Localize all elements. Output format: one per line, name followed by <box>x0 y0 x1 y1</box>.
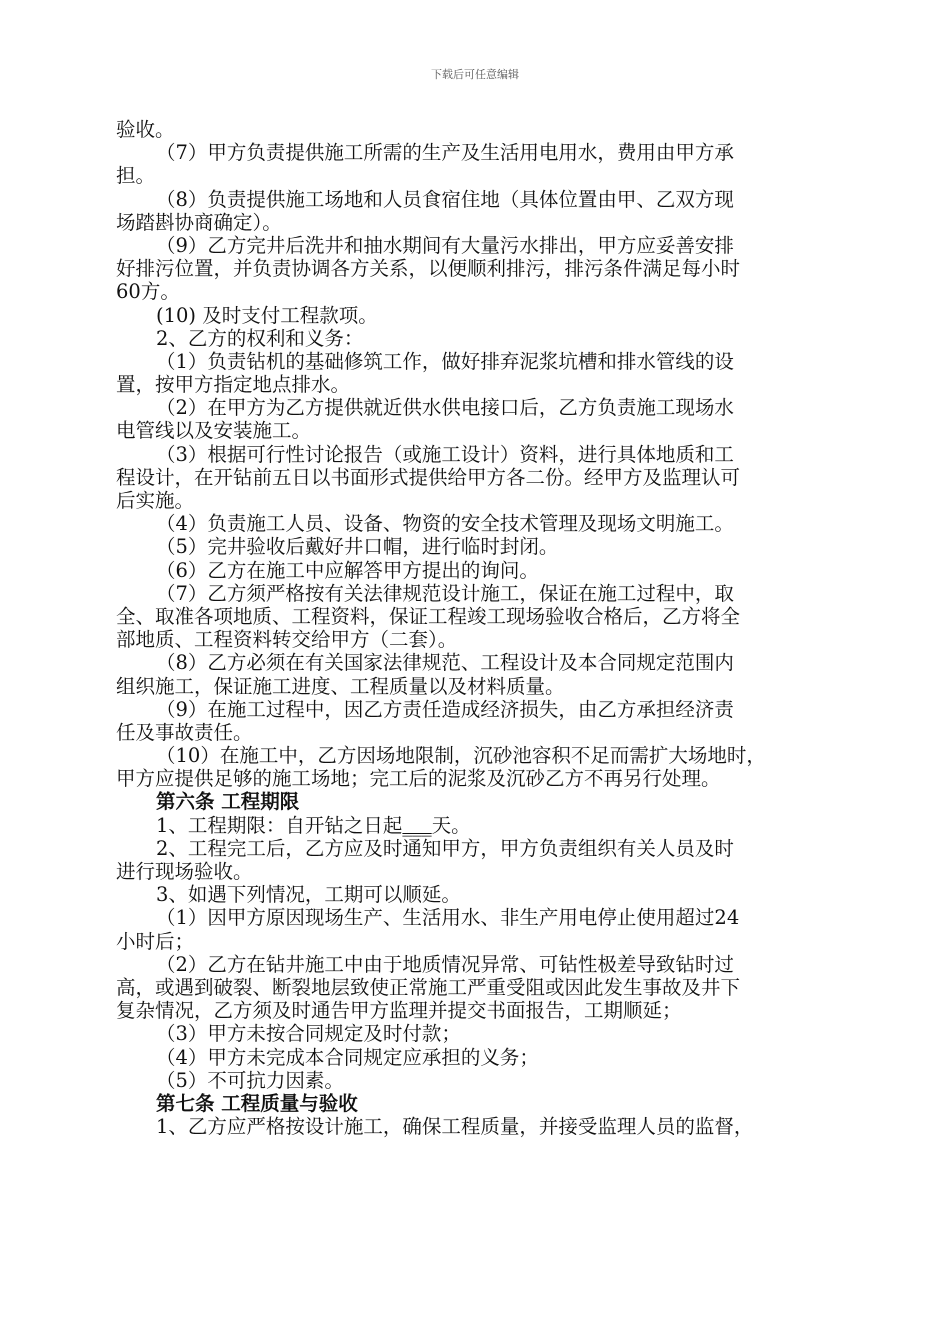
text-line <box>116 953 842 976</box>
text-line <box>116 906 842 929</box>
line-text: 全、取准各项地质、工程资料，保证工程竣工现场验收合格后，乙方将全 <box>116 604 741 628</box>
text-line <box>116 559 842 582</box>
line-text: （2）乙方在钻井施工中由于地质情况异常、可钻性极差导致钻时过 <box>156 952 734 976</box>
line-text: （4）甲方未完成本合同规定应承担的义务； <box>156 1045 539 1069</box>
line-text: 验收。 <box>116 118 175 141</box>
line-text: 程设计，在开钻前五日以书面形式提供给甲方各二份。经甲方及监理认可 <box>116 465 741 489</box>
line-text-after: 天。 <box>431 813 471 837</box>
text-line <box>116 373 842 396</box>
line-text: 任及事故责任。 <box>116 720 253 744</box>
text-line <box>116 489 842 512</box>
section-heading <box>116 1092 842 1115</box>
document-body <box>116 118 842 1138</box>
text-line <box>116 280 842 303</box>
text-line <box>116 419 842 442</box>
line-text: （3）根据可行性讨论报告（或施工设计）资料，进行具体地质和工 <box>156 442 734 466</box>
text-line <box>116 651 842 674</box>
line-text: 1、工程期限：自开钻之日起 <box>156 813 403 837</box>
text-line <box>116 976 842 999</box>
line-text: （7）乙方须严格按有关法律规范设计施工，保证在施工过程中，取 <box>156 581 734 605</box>
text-line <box>116 327 842 350</box>
line-text: 3、如遇下列情况，工期可以顺延。 <box>156 883 461 907</box>
line-text: 组织施工，保证施工进度、工程质量以及材料质量。 <box>116 674 565 698</box>
text-line <box>116 1022 842 1045</box>
text-line <box>116 304 842 327</box>
fill-in-blank: ___ <box>402 813 432 837</box>
text-line <box>116 257 842 280</box>
line-text: 第七条 工程质量与验收 <box>156 1091 358 1115</box>
line-text: （4）负责施工人员、设备、物资的安全技术管理及现场文明施工。 <box>156 512 734 536</box>
text-line <box>116 999 842 1022</box>
line-text: 1、乙方应严格按设计施工，确保工程质量，并接受监理人员的监督， <box>156 1115 754 1139</box>
text-line <box>116 164 842 187</box>
line-text: 好排污位置，并负责协调各方关系，以便顺利排污，排污条件满足每小时 <box>116 257 741 281</box>
text-line <box>116 883 842 906</box>
line-text: 高，或遇到破裂、断裂地层致使正常施工严重受阻或因此发生事故及井下 <box>116 975 741 999</box>
line-text: （7）甲方负责提供施工所需的生产及生活用电用水，费用由甲方承 <box>156 141 734 165</box>
text-line <box>116 1046 842 1069</box>
line-text: 2、工程完工后，乙方应及时通知甲方，甲方负责组织有关人员及时 <box>156 836 734 860</box>
text-line <box>116 512 842 535</box>
text-line <box>116 1115 842 1138</box>
line-text: （8）乙方必须在有关国家法律规范、工程设计及本合同规定范围内 <box>156 651 734 675</box>
line-text: （5）完井验收后戴好井口帽，进行临时封闭。 <box>156 535 559 559</box>
line-text: （3）甲方未按合同规定及时付款； <box>156 1022 461 1046</box>
line-text: (10) 及时支付工程款项。 <box>156 303 378 327</box>
text-line <box>116 605 842 628</box>
text-line <box>116 1069 842 1092</box>
text-line <box>116 396 842 419</box>
line-text: （1）因甲方原因现场生产、生活用水、非生产用电停止使用超过24 <box>156 906 740 930</box>
line-text: 第六条 工程期限 <box>156 790 300 814</box>
line-text: 电管线以及安装施工。 <box>116 419 312 443</box>
text-line <box>116 744 842 767</box>
line-text: 部地质、工程资料转交给甲方（二套）。 <box>116 628 458 652</box>
line-text: （2）在甲方为乙方提供就近供水供电接口后，乙方负责施工现场水 <box>156 396 734 420</box>
text-line <box>116 721 842 744</box>
text-line <box>116 443 842 466</box>
section-heading <box>116 790 842 813</box>
line-text: （6）乙方在施工中应解答甲方提出的询问。 <box>156 558 539 582</box>
text-line <box>116 814 842 837</box>
line-text: 复杂情况，乙方须及时通告甲方监理并提交书面报告，工期顺延； <box>116 999 682 1023</box>
text-line <box>116 535 842 558</box>
line-text: 甲方应提供足够的施工场地；完工后的泥浆及沉砂乙方不再另行处理。 <box>116 767 721 791</box>
text-line <box>116 466 842 489</box>
text-line <box>116 234 842 257</box>
line-text: （9）乙方完井后洗井和抽水期间有大量污水排出，甲方应妥善安排 <box>156 233 734 257</box>
line-text: （1）负责钻机的基础修筑工作，做好排弃泥浆坑槽和排水管线的设 <box>156 349 734 373</box>
text-line <box>116 628 842 651</box>
line-text: 场踏斟协商确定）。 <box>116 210 282 234</box>
line-text: 担。 <box>116 164 156 188</box>
line-text: 后实施。 <box>116 489 195 512</box>
text-line <box>116 118 842 141</box>
text-line <box>116 211 842 234</box>
text-line <box>116 698 842 721</box>
line-text: 小时后； <box>116 929 195 953</box>
text-line <box>116 350 842 373</box>
line-text: 进行现场验收。 <box>116 860 253 883</box>
text-line <box>116 141 842 164</box>
line-text: （5）不可抗力因素。 <box>156 1068 344 1092</box>
line-text: 置，按甲方指定地点排水。 <box>116 373 351 397</box>
page-header: 下载后可任意编辑 <box>431 68 519 81</box>
text-line <box>116 837 842 860</box>
text-line <box>116 767 842 790</box>
text-line <box>116 675 842 698</box>
line-text: （9）在施工过程中，因乙方责任造成经济损失，由乙方承担经济责 <box>156 697 734 721</box>
text-line <box>116 582 842 605</box>
text-line <box>116 860 842 883</box>
text-line <box>116 188 842 211</box>
line-text: （10）在施工中，乙方因场地限制，沉砂池容积不足而需扩大场地时， <box>156 744 766 768</box>
line-text: （8）负责提供施工场地和人员食宿住地（具体位置由甲、乙双方现 <box>156 187 734 211</box>
line-text: 2、乙方的权利和义务： <box>156 326 364 350</box>
text-line <box>116 930 842 953</box>
line-text: 60方。 <box>116 280 180 304</box>
